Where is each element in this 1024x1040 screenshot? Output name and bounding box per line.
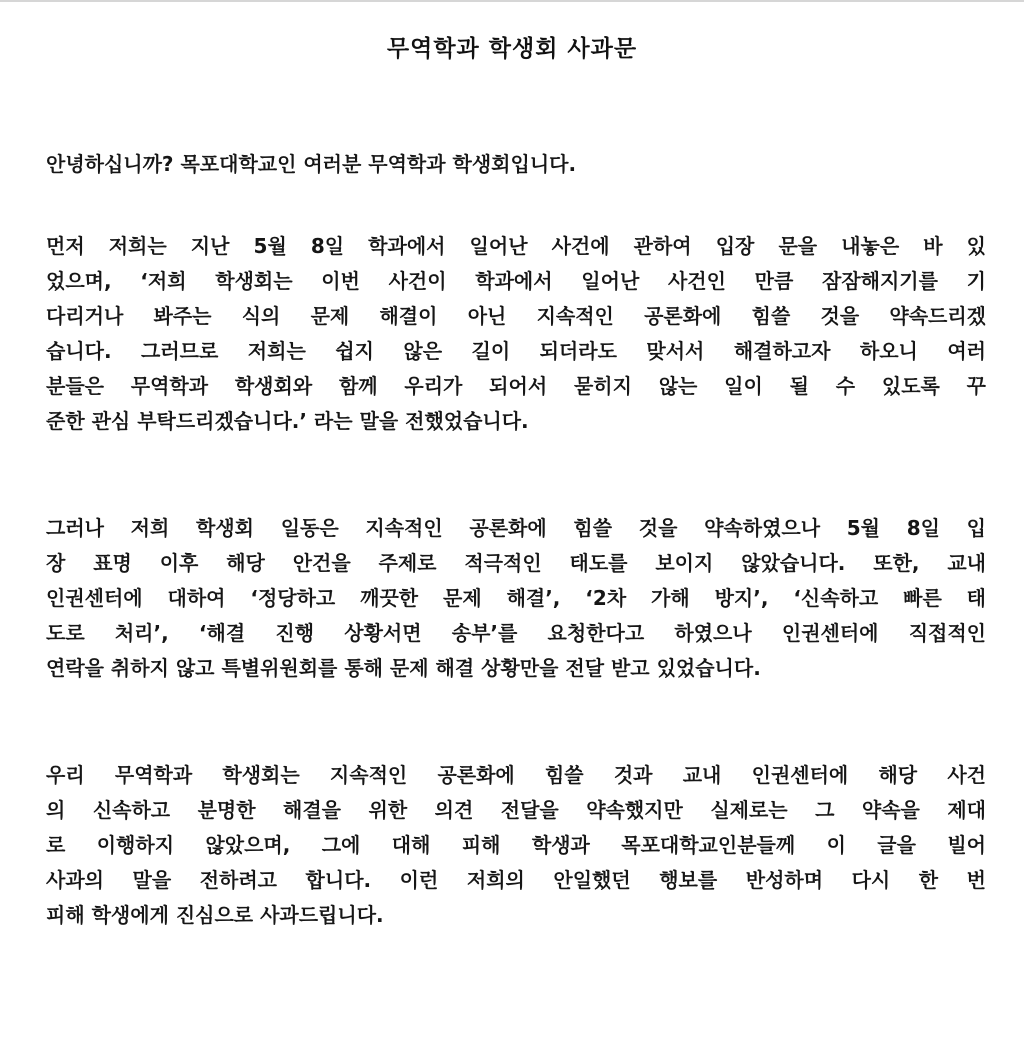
paragraph-previous-statement [46, 229, 986, 439]
paragraph-line: 우리 무역학과 학생회는 지속적인 공론화에 힘쓸 것과 교내 인권센터에 해당 사건 [46, 763, 986, 787]
paragraph-line: 도로 처리’, ‘해결 진행 상황서면 송부’를 요청한다고 하였으나 인권센터에 직접적인 [46, 621, 986, 645]
document-title: 무역학과 학생회 사과문 [386, 36, 638, 62]
paragraph-failure [46, 511, 986, 686]
paragraph-line: 안녕하십니까? 목포대학교인 여러분 무역학과 학생회입니다. [46, 152, 577, 176]
paragraph-line: 준한 관심 부탁드리겠습니다.’ 라는 말을 전했었습니다. [46, 409, 529, 433]
paragraph-line: 의 신속하고 분명한 해결을 위한 의견 전달을 약속했지만 실제로는 그 약속을 제대 [46, 798, 986, 822]
paragraph-line: 연락을 취하지 않고 특별위원회를 통해 문제 해결 상황만을 전달 받고 있었습니다. [46, 656, 761, 680]
paragraph-line: 로 이행하지 않았으며, 그에 대해 피해 학생과 목포대학교인분들께 이 글을 빌어 [46, 833, 986, 857]
paragraph-line: 분들은 무역학과 학생회와 함께 우리가 되어서 묻히지 않는 일이 될 수 있도록 꾸 [46, 374, 986, 398]
paragraph-greeting [46, 147, 986, 182]
paragraph-line: 그러나 저희 학생회 일동은 지속적인 공론화에 힘쓸 것을 약속하였으나 5월 8일 입 [46, 516, 986, 540]
paragraph-line: 장 표명 이후 해당 안건을 주제로 적극적인 태도를 보이지 않았습니다. 또한, 교내 [46, 551, 986, 575]
paragraph-line: 인권센터에 대하여 ‘정당하고 깨끗한 문제 해결’, ‘2차 가해 방지’, ‘신속하고 빠른 태 [46, 586, 986, 610]
paragraph-line: 었으며, ‘저희 학생회는 이번 사건이 학과에서 일어난 사건인 만큼 잠잠해지기를 기 [46, 269, 986, 293]
paragraph-line: 다리거나 봐주는 식의 문제 해결이 아닌 지속적인 공론화에 힘쓸 것을 약속드리겠 [46, 304, 986, 328]
paragraph-line: 먼저 저희는 지난 5월 8일 학과에서 일어난 사건에 관하여 입장 문을 내놓은 바 있 [46, 234, 986, 258]
paragraph-line: 사과의 말을 전하려고 합니다. 이런 저희의 안일했던 행보를 반성하며 다시 한 번 [46, 868, 986, 892]
paragraph-line: 피해 학생에게 진심으로 사과드립니다. [46, 903, 384, 927]
paragraph-apology [46, 758, 986, 933]
paragraph-line: 습니다. 그러므로 저희는 쉽지 않은 길이 되더라도 맞서서 해결하고자 하오니 여러 [46, 339, 986, 363]
